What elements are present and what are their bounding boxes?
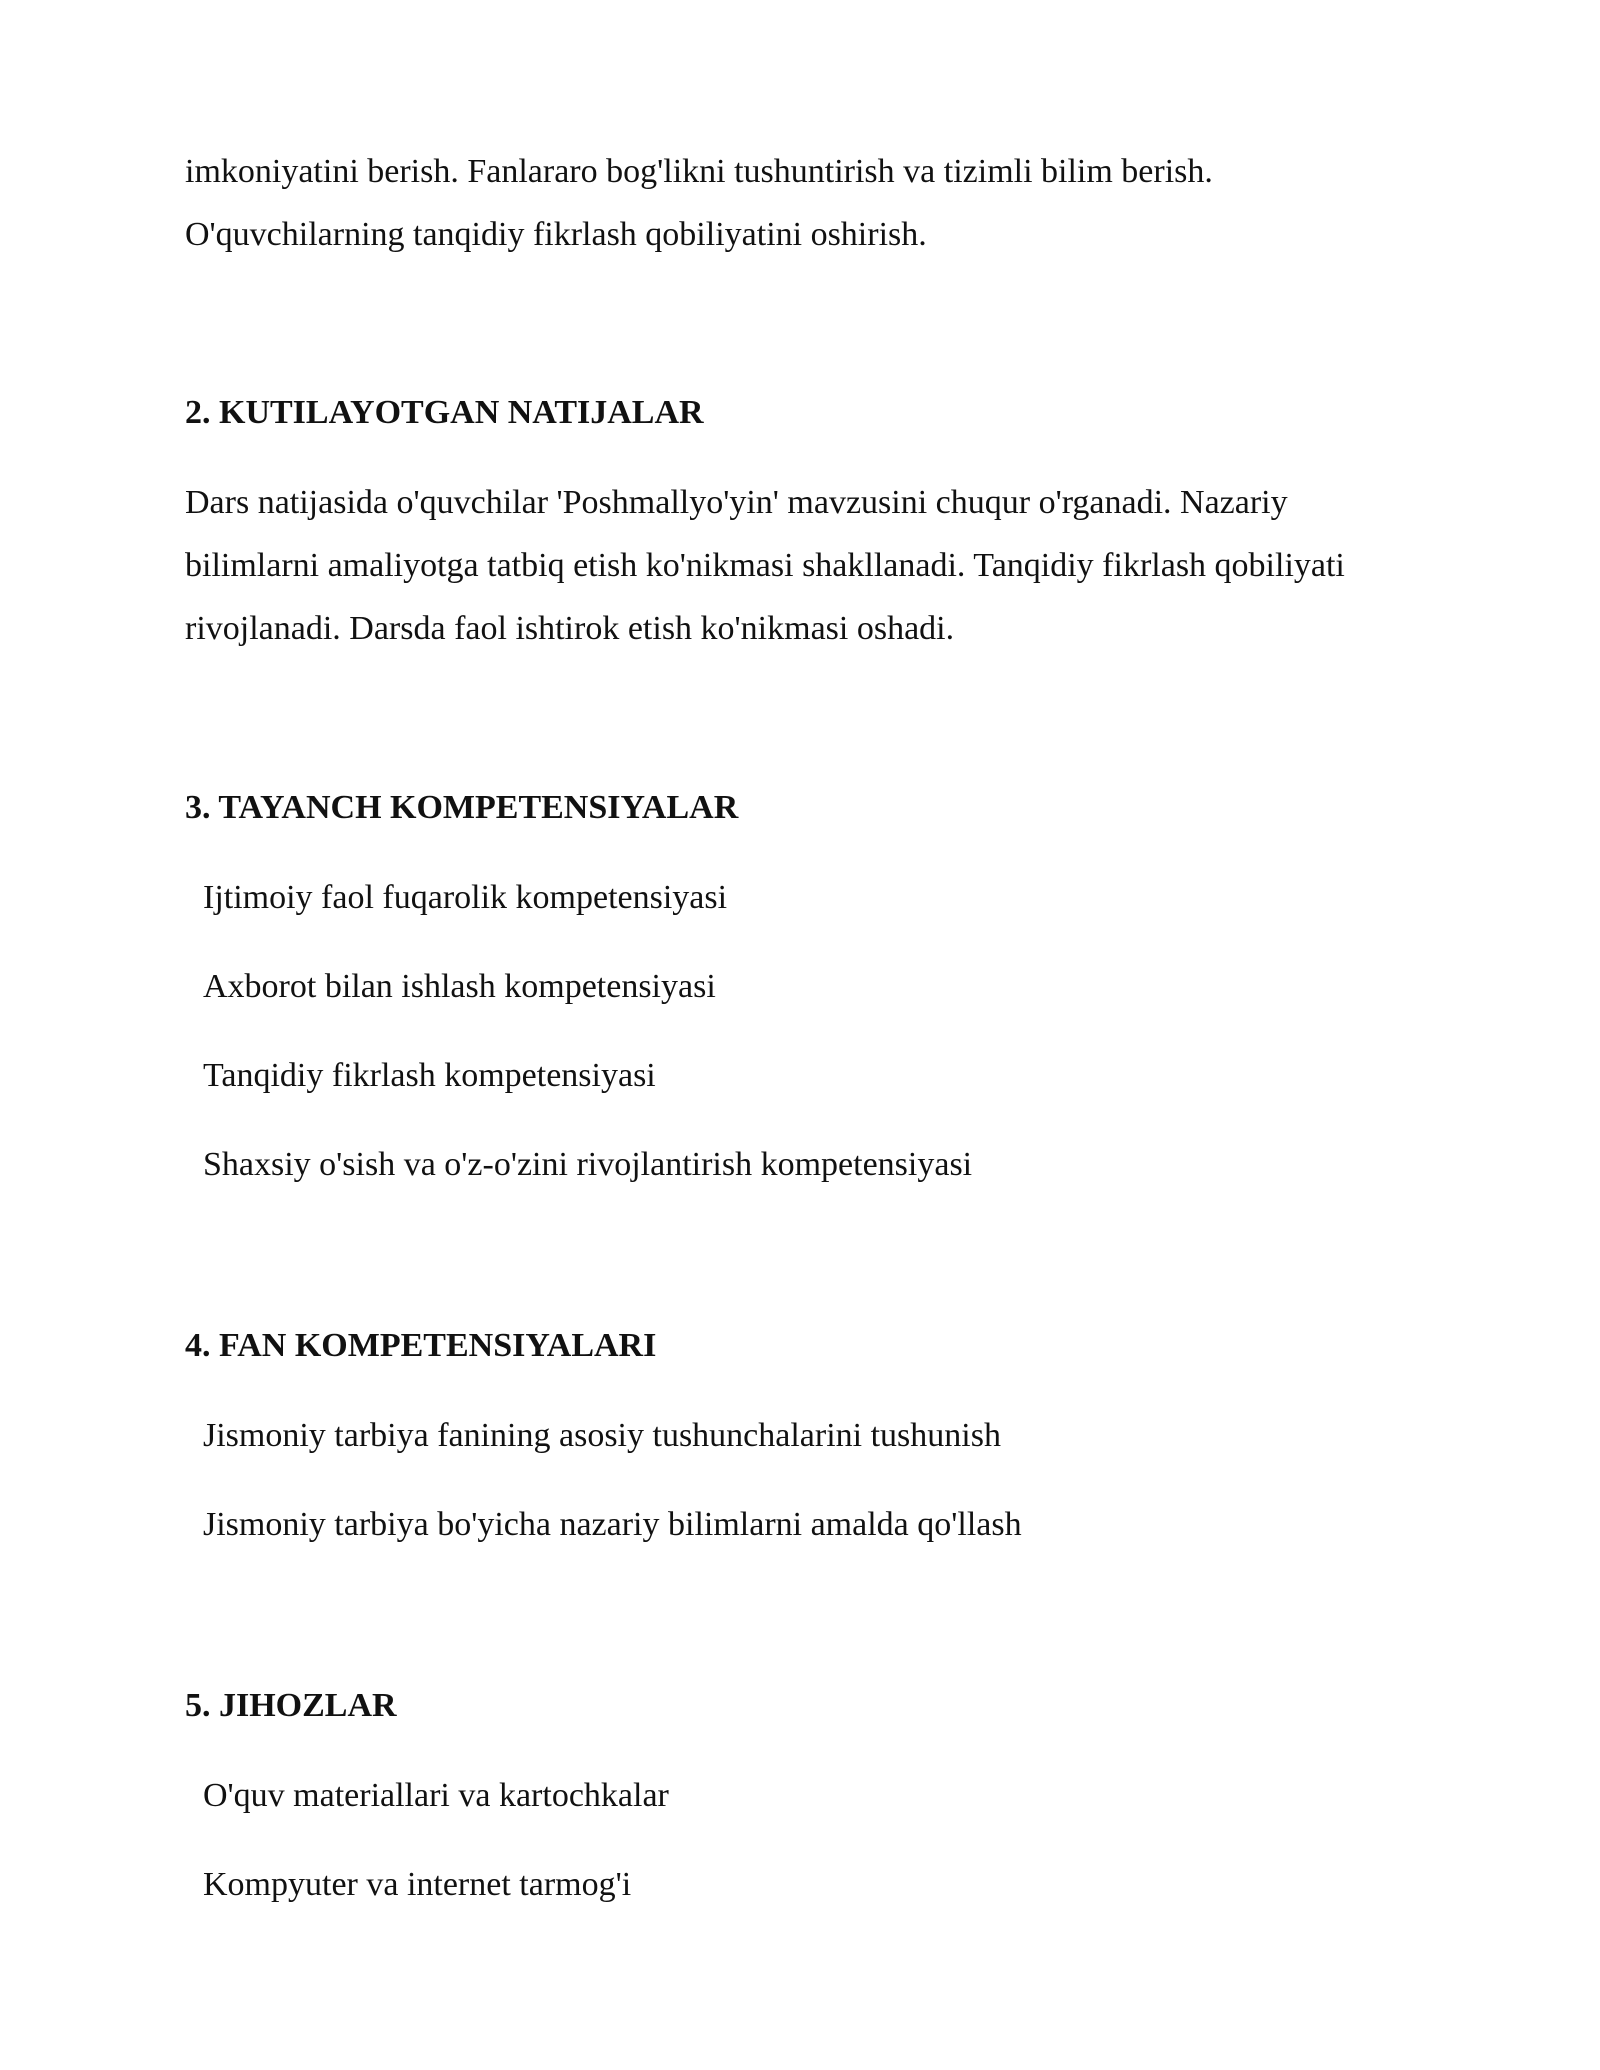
core-competencies-list <box>185 866 1425 1196</box>
list-item: Jismoniy tarbiya bo'yicha nazariy bilimlarni amalda qo'llash <box>203 1506 1022 1543</box>
subject-competencies-list <box>185 1404 1425 1556</box>
list-item: Shaxsiy o'sish va o'z-o'zini rivojlantirish kompetensiyasi <box>203 1146 973 1183</box>
intro-paragraph: imkoniyatini berish. Fanlararo bog'likni tushuntirish va tizimli bilim berish. O'quvchilarning tanqidiy fikrlash qobiliyatini oshirish. <box>185 153 1213 253</box>
list-item: Jismoniy tarbiya fanining asosiy tushunchalarini tushunish <box>203 1417 1001 1454</box>
section-heading-subject-competencies: 4. FAN KOMPETENSIYALARI <box>185 1327 657 1364</box>
equipment-list <box>185 1764 1425 1916</box>
list-item: O'quv materiallari va kartochkalar <box>203 1777 669 1814</box>
list-item: Kompyuter va internet tarmog'i <box>203 1866 632 1903</box>
section-heading-core-competencies: 3. TAYANCH KOMPETENSIYALAR <box>185 789 739 826</box>
list-item: Tanqidiy fikrlash kompetensiyasi <box>203 1057 656 1094</box>
document-content <box>185 140 1425 1916</box>
section-heading-expected-results: 2. KUTILAYOTGAN NATIJALAR <box>185 394 704 431</box>
expected-results-paragraph: Dars natijasida o'quvchilar 'Poshmallyo'yin' mavzusini chuqur o'rganadi. Nazariy bilimlarni amaliyotga tatbiq etish ko'nikmasi shakllanadi. Tanqidiy fikrlash qobiliyati rivojlanadi. Darsda faol ishtirok etish ko'nikmasi oshadi. <box>185 484 1345 647</box>
list-item: Axborot bilan ishlash kompetensiyasi <box>203 968 716 1005</box>
list-item: Ijtimoiy faol fuqarolik kompetensiyasi <box>203 879 728 916</box>
section-heading-equipment: 5. JIHOZLAR <box>185 1687 397 1724</box>
